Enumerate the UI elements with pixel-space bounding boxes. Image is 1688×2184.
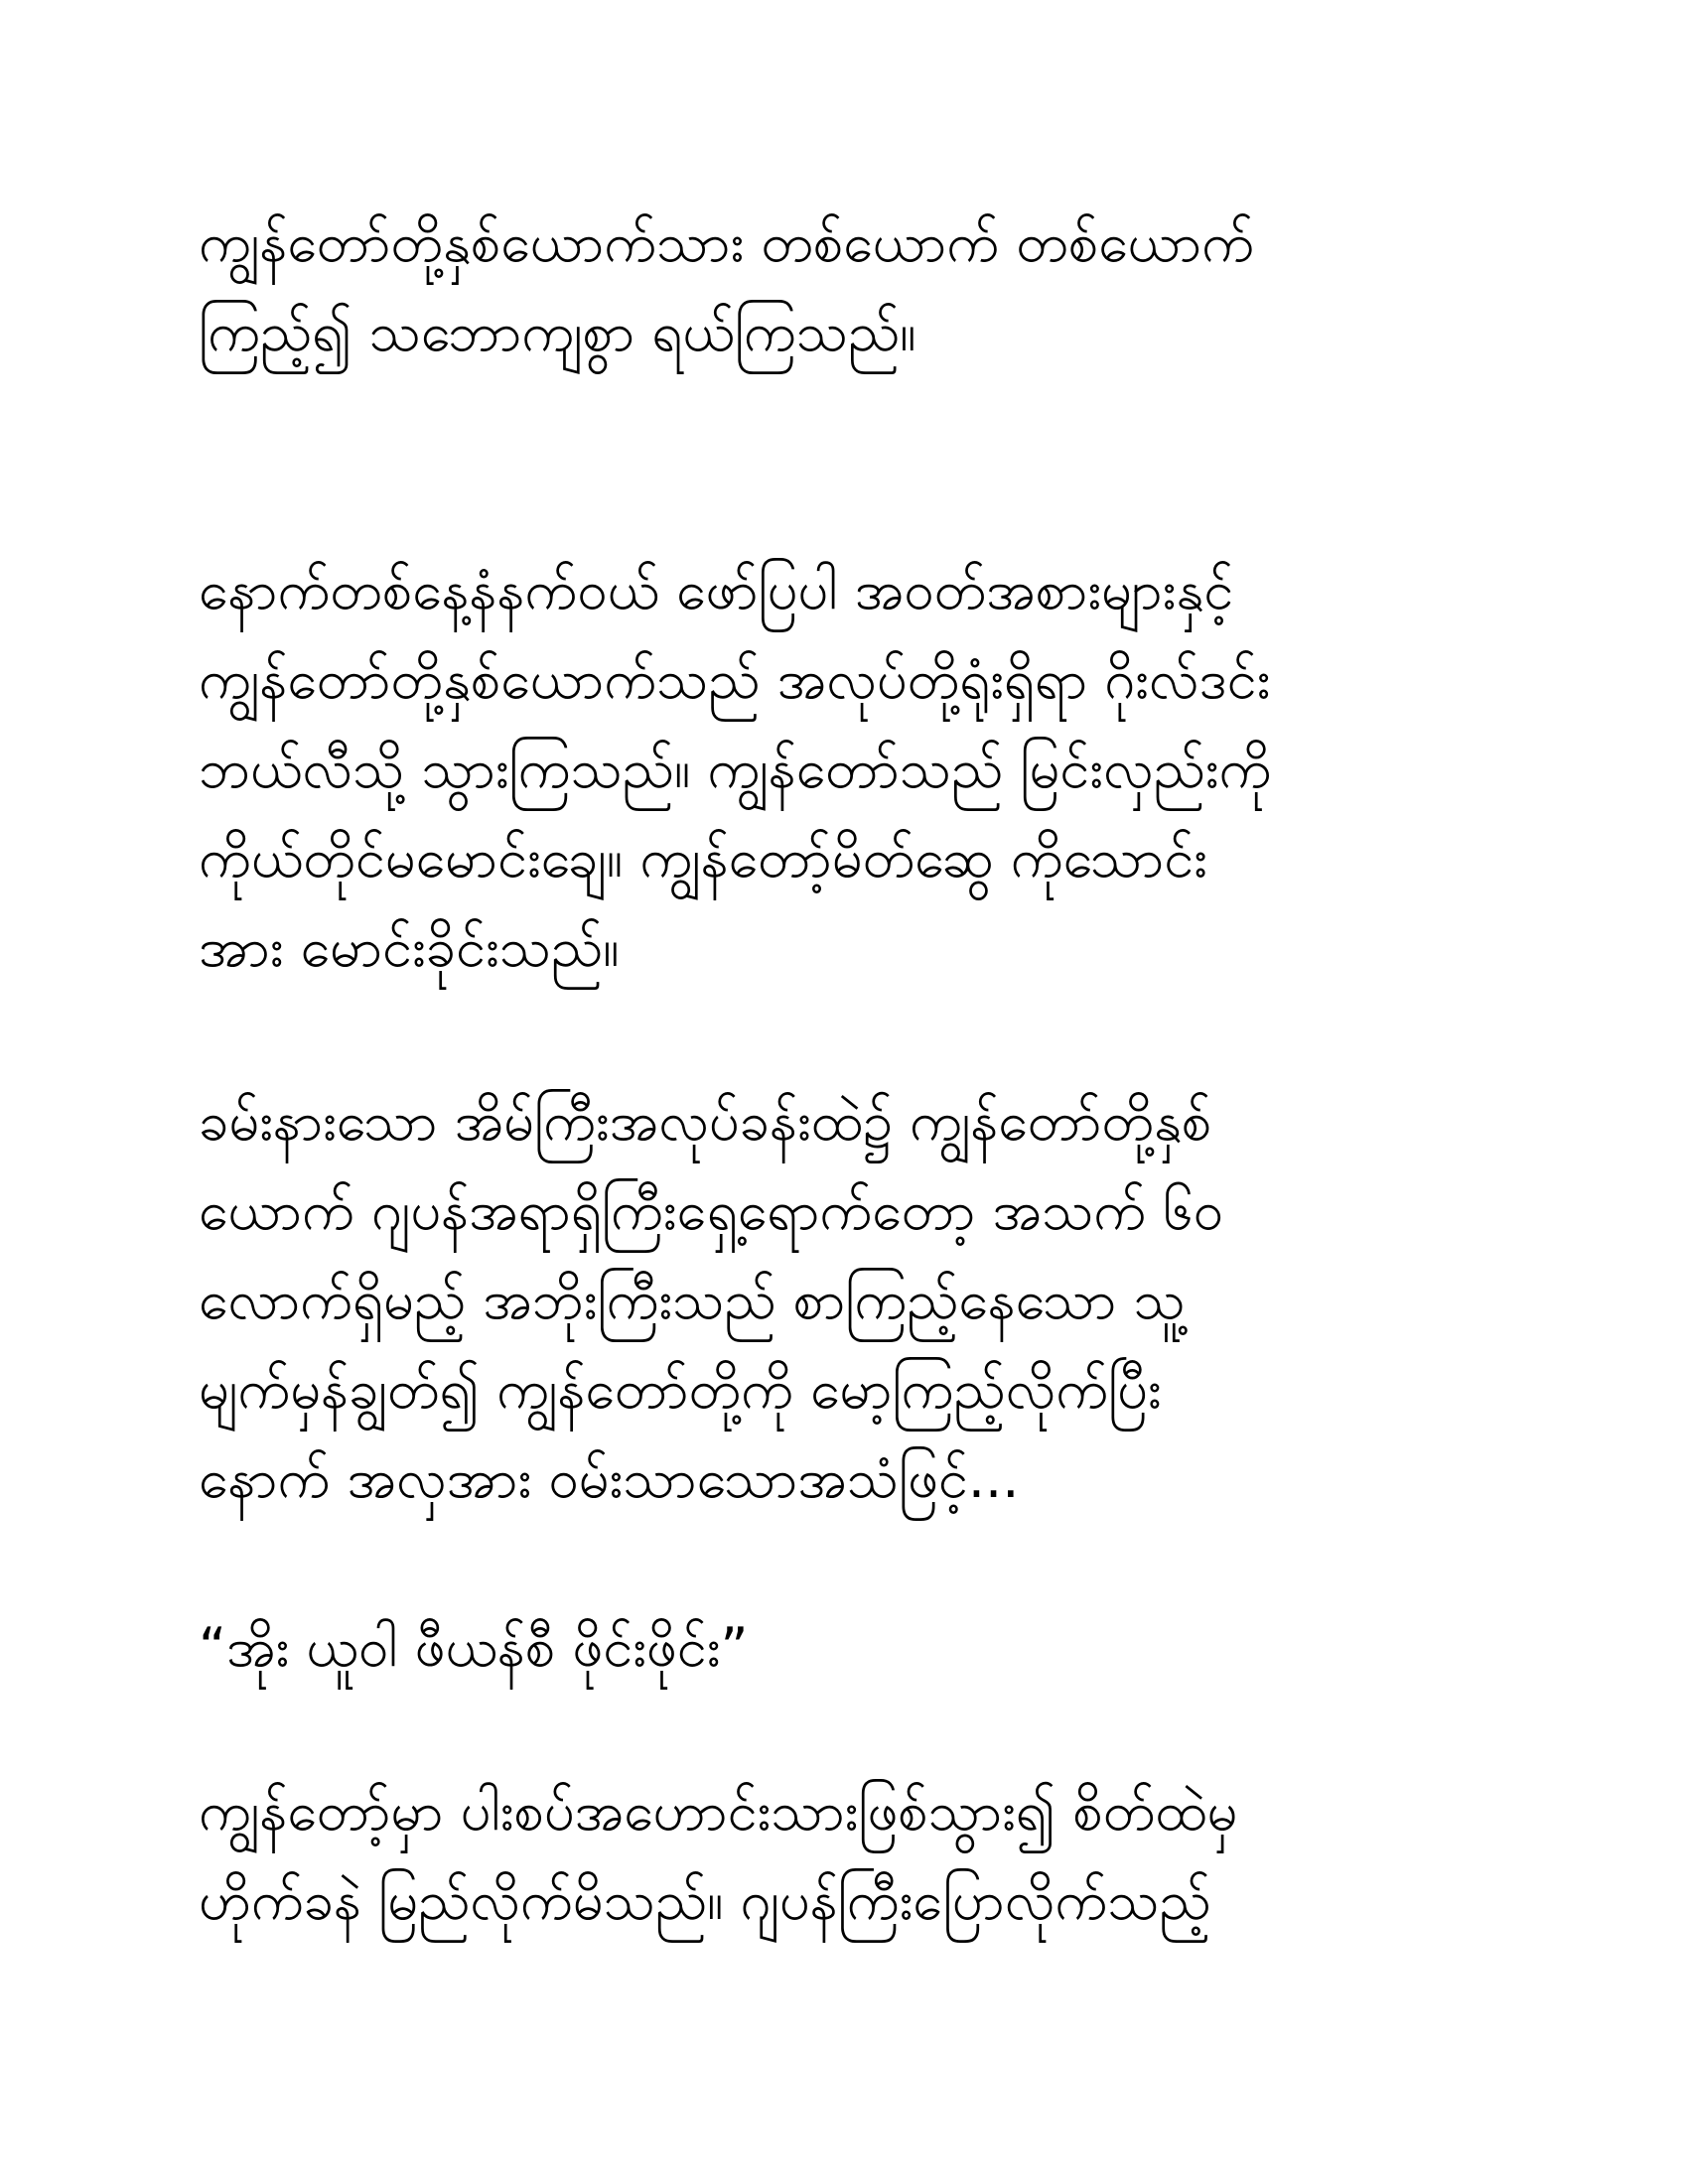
text-line: ကိုယ်တိုင်မမောင်းချေ။ ကျွန်တော့်မိတ်ဆွေ ကိုသောင်း	[199, 827, 1207, 889]
text-line: ယောက် ဂျပန်အရာရှိကြီးရှေ့ရောက်တော့ အသက် ၆၀	[199, 1179, 1224, 1242]
text-line: ကျွန်တော်တို့နှစ်ယောက်သည် အလုပ်တို့ရုံးရှိရာ ဂိုးလ်ဒင်း	[199, 648, 1271, 711]
text-line: အား မောင်းခိုင်းသည်။	[199, 916, 620, 979]
text-line: နောက်တစ်နေ့နံနက်ဝယ် ဖော်ပြပါ အဝတ်အစားများနှင့်	[199, 559, 1234, 621]
text-line: ဘယ်လီသို့ သွားကြသည်။ ကျွန်တော်သည် မြင်းလှည်းကို	[199, 738, 1272, 800]
quote-line: “အိုး ယူဝါ ဖီယန်စီ ဖိုင်းဖိုင်း”	[199, 1616, 749, 1679]
text-line: နောက် အလှအား ဝမ်းသာသောအသံဖြင့်...	[199, 1447, 1020, 1510]
text-line: လောက်ရှိမည့် အဘိုးကြီးသည် စာကြည့်နေသော သူ့	[199, 1269, 1186, 1331]
text-line: ဟိုက်ခနဲ မြည်လိုက်မိသည်။ ဂျပန်ကြီးပြောလိုက်သည့်	[199, 1869, 1211, 1932]
text-line: ခမ်းနားသော အိမ်ကြီးအလုပ်ခန်းထဲ၌ ကျွန်တော်တို့နှစ်	[199, 1090, 1212, 1153]
text-line: ကြည့်၍ သဘောကျစွာ ရယ်ကြသည်။	[199, 301, 916, 363]
text-line: ကျွန်တော်တို့နှစ်ယောက်သား တစ်ယောက် တစ်ယောက်	[199, 211, 1254, 274]
text-line: ကျွန်တော့်မှာ ပါးစပ်အဟောင်းသားဖြစ်သွား၍ စိတ်ထဲမှ	[199, 1780, 1238, 1843]
text-line: မျက်မှန်ချွတ်၍ ကျွန်တော်တို့ကို မော့ကြည့်လိုက်ပြီး	[199, 1358, 1162, 1421]
